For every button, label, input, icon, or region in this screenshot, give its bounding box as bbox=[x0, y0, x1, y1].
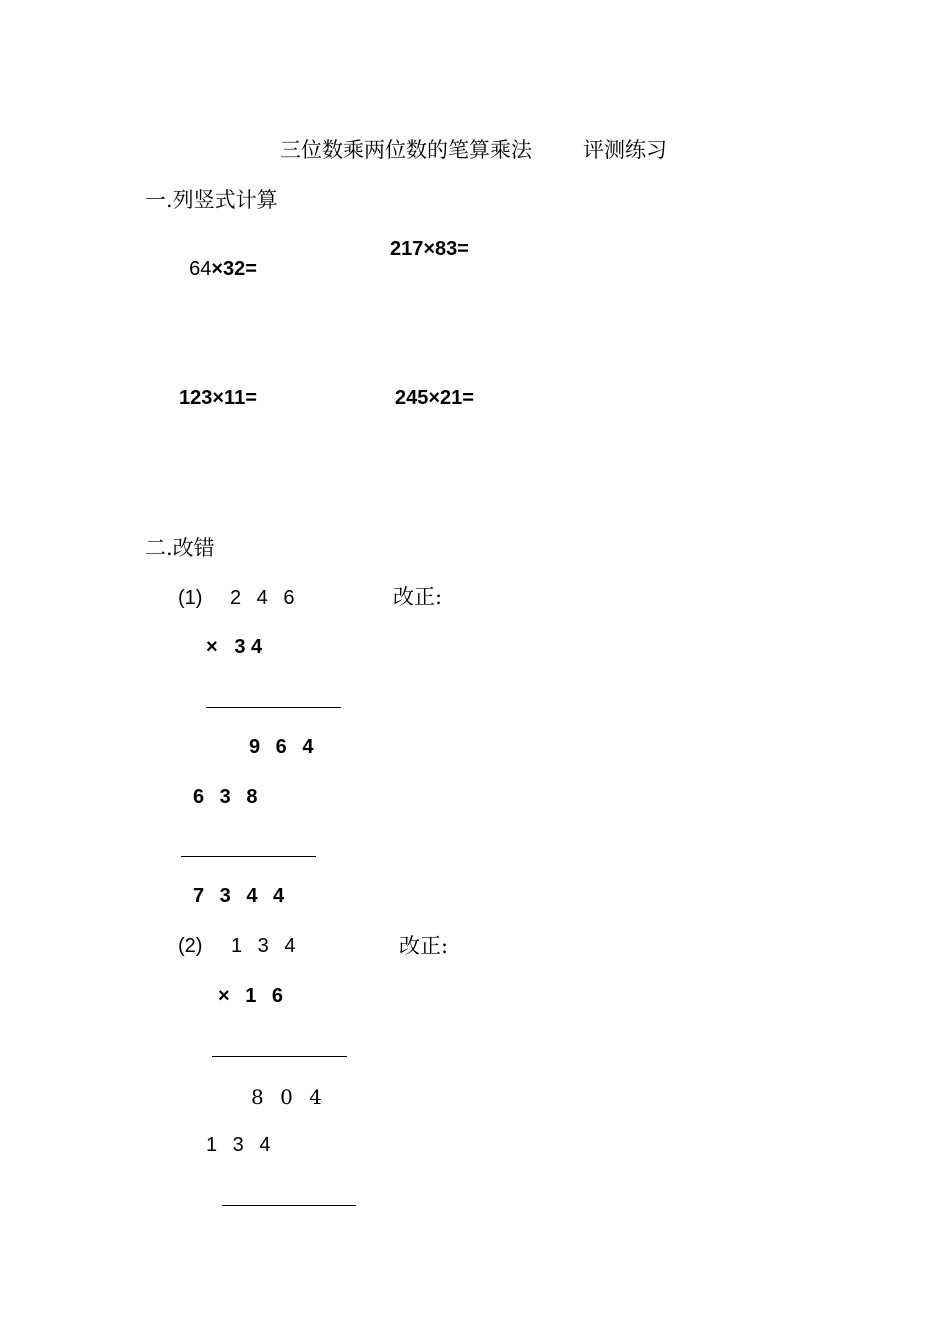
problem-245x21: 245×21= bbox=[395, 387, 474, 409]
problem1-label: (1) bbox=[178, 587, 203, 609]
problem2-partial-product-2: 1 3 4 bbox=[206, 1134, 276, 1156]
problem-64x32-prefix: 64 bbox=[189, 258, 212, 280]
page-title-suffix: 评测练习 bbox=[583, 138, 667, 162]
page-title: 三位数乘两位数的笔算乘法 bbox=[280, 138, 532, 162]
problem1-correction-label: 改正: bbox=[393, 585, 443, 609]
problem-217x83: 217×83= bbox=[390, 238, 469, 260]
problem-123x11: 123×11= bbox=[179, 387, 257, 409]
problem1-multiplier: × 3 4 bbox=[206, 636, 263, 658]
problem-64x32 bbox=[178, 239, 257, 279]
problem2-rule-2 bbox=[222, 1205, 356, 1206]
problem1-multiplicand: 2 4 6 bbox=[230, 587, 300, 609]
problem1-partial-product-1: 9 6 4 bbox=[249, 736, 319, 758]
problem1-rule-2 bbox=[181, 856, 316, 857]
problem2-rule-1 bbox=[212, 1056, 347, 1057]
section2-heading: 二.改错 bbox=[145, 536, 215, 560]
problem2-correction-label: 改正: bbox=[399, 934, 449, 958]
problem1-result: 7 3 4 4 bbox=[193, 885, 290, 907]
problem1-rule-1 bbox=[206, 707, 341, 708]
problem2-label: (2) bbox=[178, 935, 203, 957]
problem-64x32-rest: ×32= bbox=[211, 258, 257, 280]
problem1-partial-product-2: 6 3 8 bbox=[193, 786, 263, 808]
section1-heading: 一.列竖式计算 bbox=[145, 188, 278, 212]
problem2-multiplier: × 1 6 bbox=[218, 985, 289, 1007]
problem2-multiplicand: 1 3 4 bbox=[231, 935, 301, 957]
problem2-partial-product-1: 8 0 4 bbox=[251, 1085, 327, 1109]
